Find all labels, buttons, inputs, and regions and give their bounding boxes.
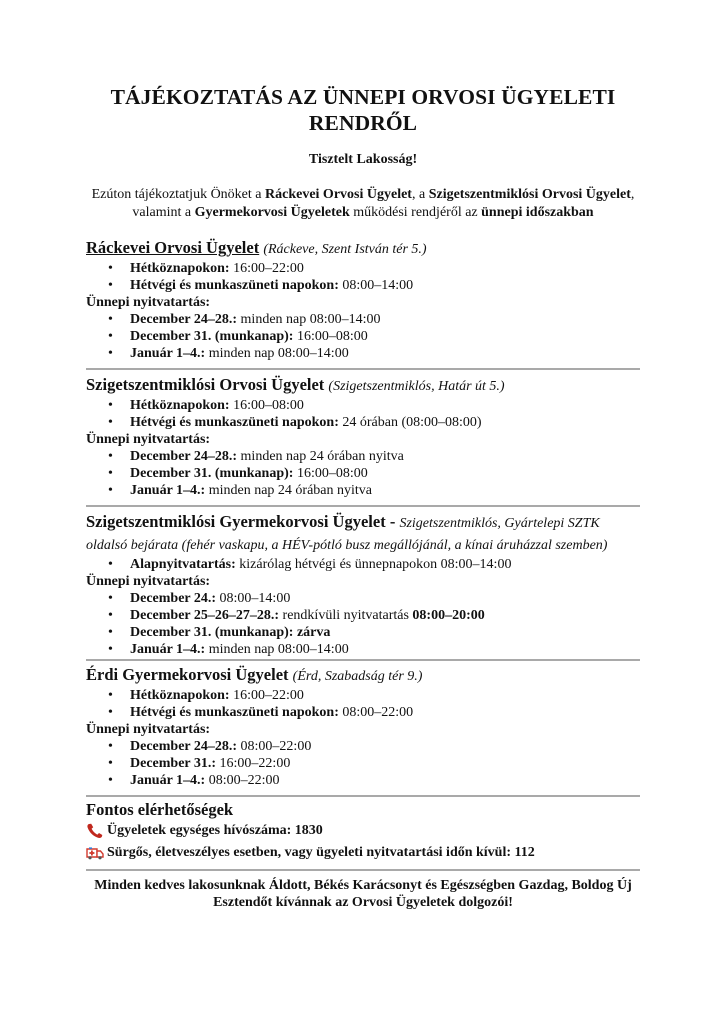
item-value: 08:00–22:00: [237, 739, 312, 754]
item-value: minden nap 24 órában nyitva: [237, 449, 404, 464]
item-value: minden nap 24 órában nyitva: [205, 483, 372, 498]
divider: [86, 368, 640, 370]
regular-hours-list: [86, 260, 640, 294]
item-value: minden nap 08:00–14:00: [205, 346, 349, 361]
item-value: 16:00–22:00: [216, 756, 291, 771]
item-value: kizárólag hétvégi és ünnepnapokon 08:00–14:00: [235, 557, 512, 572]
intro-text: működési rendjéről az: [349, 205, 482, 220]
contacts-heading: Fontos elérhetőségek: [86, 800, 234, 819]
item-label: December 25–26–27–28.:: [130, 608, 280, 623]
divider: [86, 659, 640, 661]
divider: [86, 869, 640, 871]
intro-bold: ünnepi időszakban: [481, 205, 594, 220]
item-label: December 31. (munkanap):: [130, 466, 294, 481]
list-item: [86, 277, 640, 294]
intro-paragraph: [76, 186, 650, 222]
item-value: 08:00–22:00: [205, 773, 280, 788]
item-value-bold: 08:00–20:00: [412, 608, 485, 623]
item-value-bold: zárva: [293, 625, 331, 640]
divider: [86, 795, 640, 797]
item-value: minden nap 08:00–14:00: [205, 642, 349, 657]
item-value: 16:00–22:00: [229, 261, 304, 276]
item-value: 16:00–08:00: [229, 398, 304, 413]
divider: [86, 505, 640, 507]
holiday-label: Ünnepi nyitvatartás:: [86, 574, 211, 589]
holiday-hours-list: [86, 311, 640, 362]
list-item: [86, 556, 640, 573]
item-label: Január 1–4.:: [130, 483, 206, 498]
list-item: [86, 755, 640, 772]
intro-bold: Gyermekorvosi Ügyeletek: [194, 205, 350, 220]
item-value: 08:00–22:00: [338, 705, 414, 720]
section-name: Szigetszentmiklósi Gyermekorvosi Ügyelet: [86, 512, 386, 531]
list-item: [86, 624, 640, 641]
list-item: [86, 482, 640, 499]
item-value: rendkívüli nyitvatartás: [279, 608, 413, 623]
list-item: [86, 687, 640, 704]
holiday-hours-list: [86, 448, 640, 499]
holiday-hours-list: [86, 590, 640, 658]
holiday-label: Ünnepi nyitvatartás:: [86, 295, 211, 310]
intro-text: , valamint a: [132, 187, 635, 220]
list-item: [86, 607, 640, 624]
regular-hours-list: [86, 397, 640, 431]
intro-bold: Ráckevei Orvosi Ügyelet: [265, 187, 412, 202]
closing-message: Minden kedves lakosunknak Áldott, Békés Karácsonyt és Egészségben Gazdag, Boldog Új Esztendőt kívánnak az Orvosi Ügyeletek dolgozói!: [94, 878, 632, 910]
intro-text: Ezúton tájékoztatjuk Önöket a: [91, 187, 265, 202]
item-label: December 31. (munkanap):: [130, 329, 294, 344]
section-heading: [86, 375, 640, 397]
item-label: December 24–28.:: [130, 312, 238, 327]
list-item: [86, 260, 640, 277]
item-label: Alapnyitvatartás:: [130, 557, 236, 572]
holiday-hours-list: [86, 738, 640, 789]
item-label: Hétvégi és munkaszüneti napokon:: [130, 705, 339, 720]
intro-text: , a: [411, 187, 429, 202]
item-label: Hétvégi és munkaszüneti napokon:: [130, 278, 339, 293]
section-heading: [86, 238, 640, 260]
dash: -: [385, 512, 400, 531]
section-heading: [86, 665, 640, 687]
item-value: 08:00–14:00: [216, 591, 291, 606]
regular-hours-list: [86, 556, 640, 573]
section-address: (Érd, Szabadság tér 9.): [292, 669, 423, 684]
holiday-label: Ünnepi nyitvatartás:: [86, 722, 211, 737]
item-value: 08:00–14:00: [338, 278, 414, 293]
list-item: [86, 414, 640, 431]
section-erd: [86, 665, 640, 789]
list-item: [86, 345, 640, 362]
item-label: December 31. (munkanap):: [130, 625, 294, 640]
list-item: [86, 590, 640, 607]
contact-row-emergency: [86, 842, 640, 864]
item-label: Január 1–4.:: [130, 773, 206, 788]
item-label: Hétköznapokon:: [130, 688, 230, 703]
contact-row-phone: [86, 820, 640, 842]
item-value: 16:00–08:00: [293, 329, 368, 344]
section-szigetszentmiklos-gyermek: [86, 512, 640, 658]
list-item: [86, 465, 640, 482]
document-title: TÁJÉKOZTATÁS AZ ÜNNEPI ORVOSI ÜGYELETI RENDRŐL: [110, 85, 616, 135]
greeting: Tisztelt Lakosság!: [308, 152, 418, 167]
ambulance-icon: [86, 845, 104, 861]
section-name: Szigetszentmiklósi Orvosi Ügyelet: [86, 375, 325, 394]
item-value: 24 órában (08:00–08:00): [338, 415, 482, 430]
section-rackeve: [86, 238, 640, 362]
list-item: [86, 328, 640, 345]
regular-hours-list: [86, 687, 640, 721]
item-label: Hétköznapokon:: [130, 398, 230, 413]
section-name: Ráckevei Orvosi Ügyelet: [86, 238, 260, 257]
contacts-section: [86, 800, 640, 864]
section-name: Érdi Gyermekorvosi Ügyelet: [86, 665, 289, 684]
item-label: Január 1–4.:: [130, 346, 206, 361]
contact-text: Ügyeletek egységes hívószáma: 1830: [107, 823, 323, 838]
list-item: [86, 641, 640, 658]
item-label: Hétvégi és munkaszüneti napokon:: [130, 415, 339, 430]
item-label: December 24–28.:: [130, 739, 238, 754]
item-value: 16:00–08:00: [293, 466, 368, 481]
section-address: (Ráckeve, Szent István tér 5.): [263, 242, 427, 257]
contact-text: Sürgős, életveszélyes esetben, vagy ügyeleti nyitvatartási időn kívül: 112: [107, 845, 535, 860]
item-value: 16:00–22:00: [229, 688, 304, 703]
list-item: [86, 448, 640, 465]
item-label: December 24.:: [130, 591, 217, 606]
item-label: December 31.:: [130, 756, 217, 771]
list-item: [86, 397, 640, 414]
item-value: minden nap 08:00–14:00: [237, 312, 381, 327]
item-label: December 24–28.:: [130, 449, 238, 464]
phone-icon: [86, 823, 104, 839]
section-szigetszentmiklos: [86, 375, 640, 499]
intro-bold: Szigetszentmiklósi Orvosi Ügyelet: [428, 187, 631, 202]
section-address: (Szigetszentmiklós, Határ út 5.): [328, 379, 505, 394]
list-item: [86, 311, 640, 328]
item-label: Január 1–4.:: [130, 642, 206, 657]
item-label: Hétköznapokon:: [130, 261, 230, 276]
section-heading: [86, 512, 640, 556]
list-item: [86, 772, 640, 789]
list-item: [86, 704, 640, 721]
holiday-label: Ünnepi nyitvatartás:: [86, 432, 211, 447]
section-address: Szigetszentmiklós, Gyártelepi SZTK oldalsó bejárata (fehér vaskapu, a HÉV-pótló busz megállójánál, a kínai áruházzal szemben): [86, 516, 608, 553]
list-item: [86, 738, 640, 755]
